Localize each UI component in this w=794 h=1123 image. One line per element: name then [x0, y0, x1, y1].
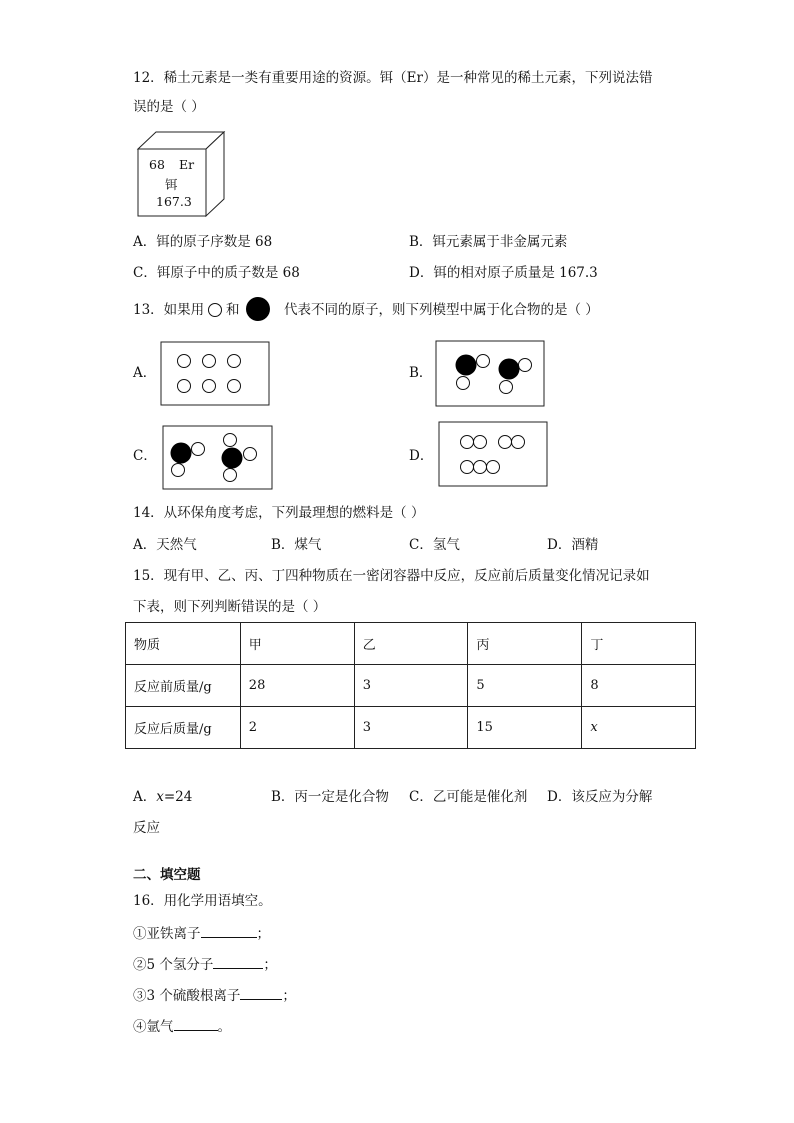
- q12-stem-line2: 误的是（ ）: [133, 99, 205, 115]
- q14-option-a: A．天然气: [133, 537, 197, 553]
- table-cell: 15: [468, 707, 582, 749]
- q16-item-label: ①亚铁离子: [133, 926, 201, 942]
- q12-option-a: A．铒的原子序数是 68: [133, 234, 273, 250]
- q15-option-a: [133, 787, 192, 807]
- element-symbol: Er: [179, 157, 195, 172]
- q14-option-d: D．酒精: [547, 537, 599, 553]
- element-name: 铒: [165, 177, 178, 192]
- q16-item-end: 。: [217, 1019, 231, 1035]
- answer-blank[interactable]: [201, 923, 257, 938]
- table-cell: x: [582, 707, 696, 749]
- model-b: [435, 340, 546, 407]
- section-title: 二、填空题: [133, 867, 201, 883]
- table-cell: 2: [240, 707, 354, 749]
- q15-stem-line1: 15．现有甲、乙、丙、丁四种物质在一密闭容器中反应，反应前后质量变化情况记录如: [133, 568, 650, 584]
- q16-item-3: [133, 985, 296, 1006]
- table-cell: 甲: [240, 623, 354, 665]
- model-a: [160, 341, 271, 406]
- q15-option-d-continued: 反应: [133, 820, 160, 836]
- q15-option-d: D．该反应为分解: [547, 789, 653, 805]
- q16-item-label: ②5 个氢分子: [133, 957, 214, 973]
- model-c: [162, 425, 274, 491]
- q14-option-b: B．煤气: [271, 537, 322, 553]
- table-cell: 3: [354, 665, 468, 707]
- q14-option-c: C．氢气: [409, 537, 460, 553]
- q16-item-1: [133, 923, 270, 944]
- table-cell: 物质: [126, 623, 241, 665]
- model-d: [438, 421, 549, 488]
- q16-item-end: ；: [256, 926, 270, 942]
- table-cell: 反应后质量/g: [126, 707, 241, 749]
- black-atom-icon: [245, 296, 271, 322]
- element-mass: 167.3: [156, 194, 192, 209]
- element-card: [136, 131, 228, 219]
- table-cell: 丙: [468, 623, 582, 665]
- mass-table: [125, 622, 696, 749]
- table-row: [126, 707, 696, 749]
- q12-option-c: C．铒原子中的质子数是 68: [133, 265, 300, 281]
- q13-label-b: B．: [409, 365, 433, 381]
- q16-item-end: ；: [282, 988, 296, 1004]
- q15-option-a-var: x: [156, 789, 164, 805]
- answer-blank[interactable]: [174, 1016, 218, 1031]
- table-cell: 3: [354, 707, 468, 749]
- q15-option-b: B．丙一定是化合物: [271, 789, 389, 805]
- answer-blank[interactable]: [213, 954, 263, 969]
- white-atom-icon: [207, 302, 223, 318]
- table-cell: 乙: [354, 623, 468, 665]
- q15-stem-line2: 下表，则下列判断错误的是（ ）: [133, 599, 327, 615]
- q16-item-4: [133, 1016, 231, 1037]
- table-cell: 5: [468, 665, 582, 707]
- q16-item-2: [133, 954, 277, 975]
- q16-stem: 16．用化学用语填空。: [133, 893, 272, 909]
- table-cell: 28: [240, 665, 354, 707]
- q15-option-a-rest: =24: [163, 789, 193, 805]
- q12-option-b: B．铒元素属于非金属元素: [409, 234, 568, 250]
- table-header-row: [126, 623, 696, 665]
- q13-stem-part2: 和: [226, 302, 240, 318]
- table-cell: 8: [582, 665, 696, 707]
- q15-option-a-prefix: A．: [133, 789, 157, 805]
- q13-label-d: D．: [409, 448, 434, 464]
- q13-stem-part1: 13．如果用: [133, 302, 205, 318]
- q12-stem-line1: 12．稀土元素是一类有重要用途的资源。铒（Er）是一种常见的稀土元素，下列说法错: [133, 70, 653, 86]
- q13-label-c: C．: [133, 448, 157, 464]
- q13-label-a: A．: [133, 365, 157, 381]
- q14-stem: 14．从环保角度考虑，下列最理想的燃料是（ ）: [133, 505, 425, 521]
- table-cell: 丁: [582, 623, 696, 665]
- q16-item-label: ③3 个硫酸根离子: [133, 988, 241, 1004]
- q16-item-label: ④氩气: [133, 1019, 174, 1035]
- element-atomic-number: 68: [149, 157, 165, 172]
- table-row: [126, 665, 696, 707]
- answer-blank[interactable]: [240, 985, 282, 1000]
- table-cell: 反应前质量/g: [126, 665, 241, 707]
- q12-option-d: D．铒的相对原子质量是 167.3: [409, 265, 598, 281]
- q15-option-c: C．乙可能是催化剂: [409, 789, 528, 805]
- q13-stem-part3: 代表不同的原子，则下列模型中属于化合物的是（ ）: [284, 302, 599, 318]
- q16-item-end: ；: [263, 957, 277, 973]
